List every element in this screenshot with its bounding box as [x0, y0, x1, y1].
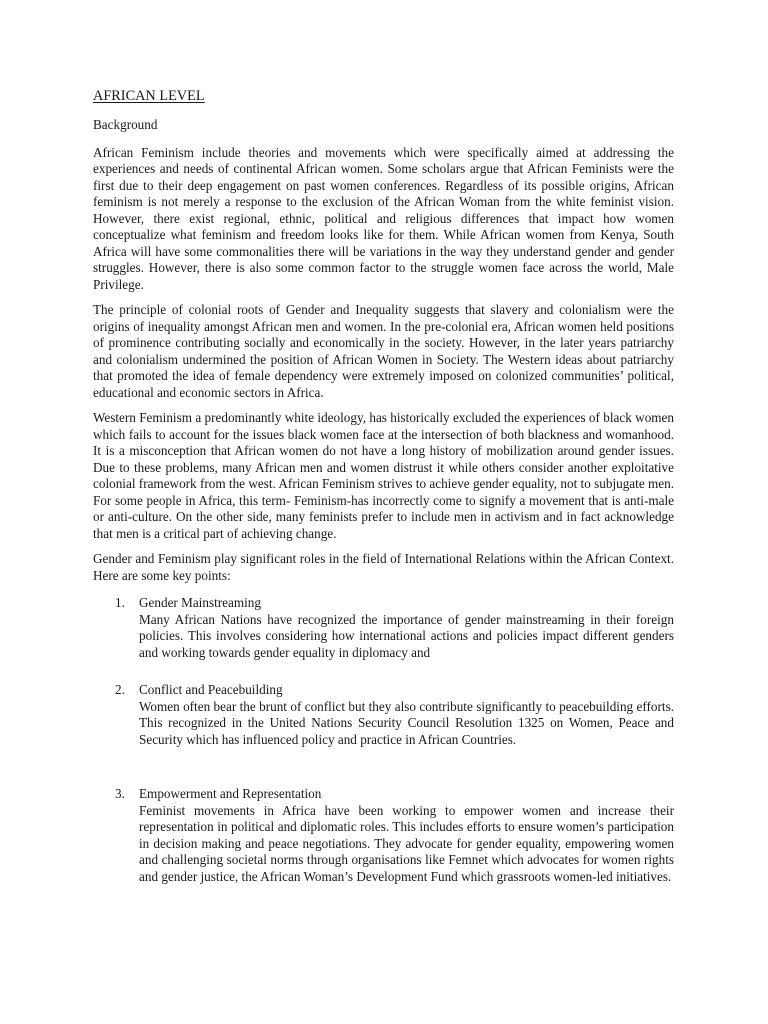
list-item-body: Feminist movements in Africa have been working to empower women and increase their representation in political and diplomatic roles. This includes efforts to ensure women’s participation in decision making and peace negotiations. They advocate for gender equality, empowering women and challenging societal norms through organisations like Femnet which advocates for women rights and gender justice, the African Woman’s Development Fund which grassroots women-led initiatives. — [139, 802, 674, 884]
subsection-heading: Background — [93, 117, 158, 132]
list-item — [93, 682, 674, 748]
list-item — [93, 786, 674, 885]
list-item-body: Many African Nations have recognized the importance of gender mainstreaming in their foreign policies. This involves considering how international actions and policies impact different genders and working towards gender equality in diplomacy and — [139, 611, 674, 660]
paragraph-colonial-roots: The principle of colonial roots of Gender and Inequality suggests that slavery and colonialism were the origins of inequality amongst African men and women. In the pre-colonial era, African women held positions of prominence contributing socially and economically in the society. However, in the later years patriarchy and colonialism undermined the position of African Women in Society. The Western ideas about patriarchy that promoted the idea of female dependency were extremely imposed on colonized communities’ political, educational and economic sectors in Africa. — [93, 302, 674, 400]
list-item — [93, 595, 674, 661]
list-number: 2. — [115, 682, 125, 697]
list-item-title: Conflict and Peacebuilding — [139, 682, 283, 697]
list-item-title: Empowerment and Representation — [139, 786, 322, 801]
list-item-title: Gender Mainstreaming — [139, 595, 261, 610]
paragraph-african-feminism: African Feminism include theories and movements which were specifically aimed at addressing the experiences and needs of continental African women. Some scholars argue that African Feminists were the first due to their deep engagement on past women conferences. Regardless of its possible origins, African feminism is not merely a response to the exclusion of the African Woman from the white feminist vision. However, there exist regional, ethnic, political and religious differences that impact how women conceptualize what feminism and freedom looks like for them. While African women from Kenya, South Africa will have some commonalities there will be variations in the way they understand gender and gender struggles. However, there is also some common factor to the struggle women face across the world, Male Privilege. — [93, 144, 674, 292]
list-number: 1. — [115, 595, 125, 610]
paragraph-western-feminism: Western Feminism a predominantly white ideology, has historically excluded the experiences of black women which fails to account for the issues black women face at the intersection of both blackness and womanhood. It is a misconception that African women do not have a long history of mobilization around gender issues. Due to these problems, many African men and women distrust it while others consider another exploitative colonial framework from the west. African Feminism strives to achieve gender equality, not to subjugate men. For some people in Africa, this term- Feminism-has incorrectly come to signify a movement that is anti-male or anti-culture. On the other side, many feminists prefer to include men in activism and in fact acknowledge that men is a critical part of achieving change. — [93, 410, 674, 541]
section-heading: AFRICAN LEVEL — [93, 88, 205, 104]
list-item-body: Women often bear the brunt of conflict but they also contribute significantly to peacebuilding efforts. This recognized in the United Nations Security Council Resolution 1325 on Women, Peace and Security which has influenced policy and practice in African Countries. — [139, 698, 674, 747]
paragraph-list-intro: Gender and Feminism play significant roles in the field of International Relations within the African Context. Here are some key points: — [93, 551, 674, 583]
key-points-list — [93, 595, 674, 885]
list-number: 3. — [115, 786, 125, 801]
